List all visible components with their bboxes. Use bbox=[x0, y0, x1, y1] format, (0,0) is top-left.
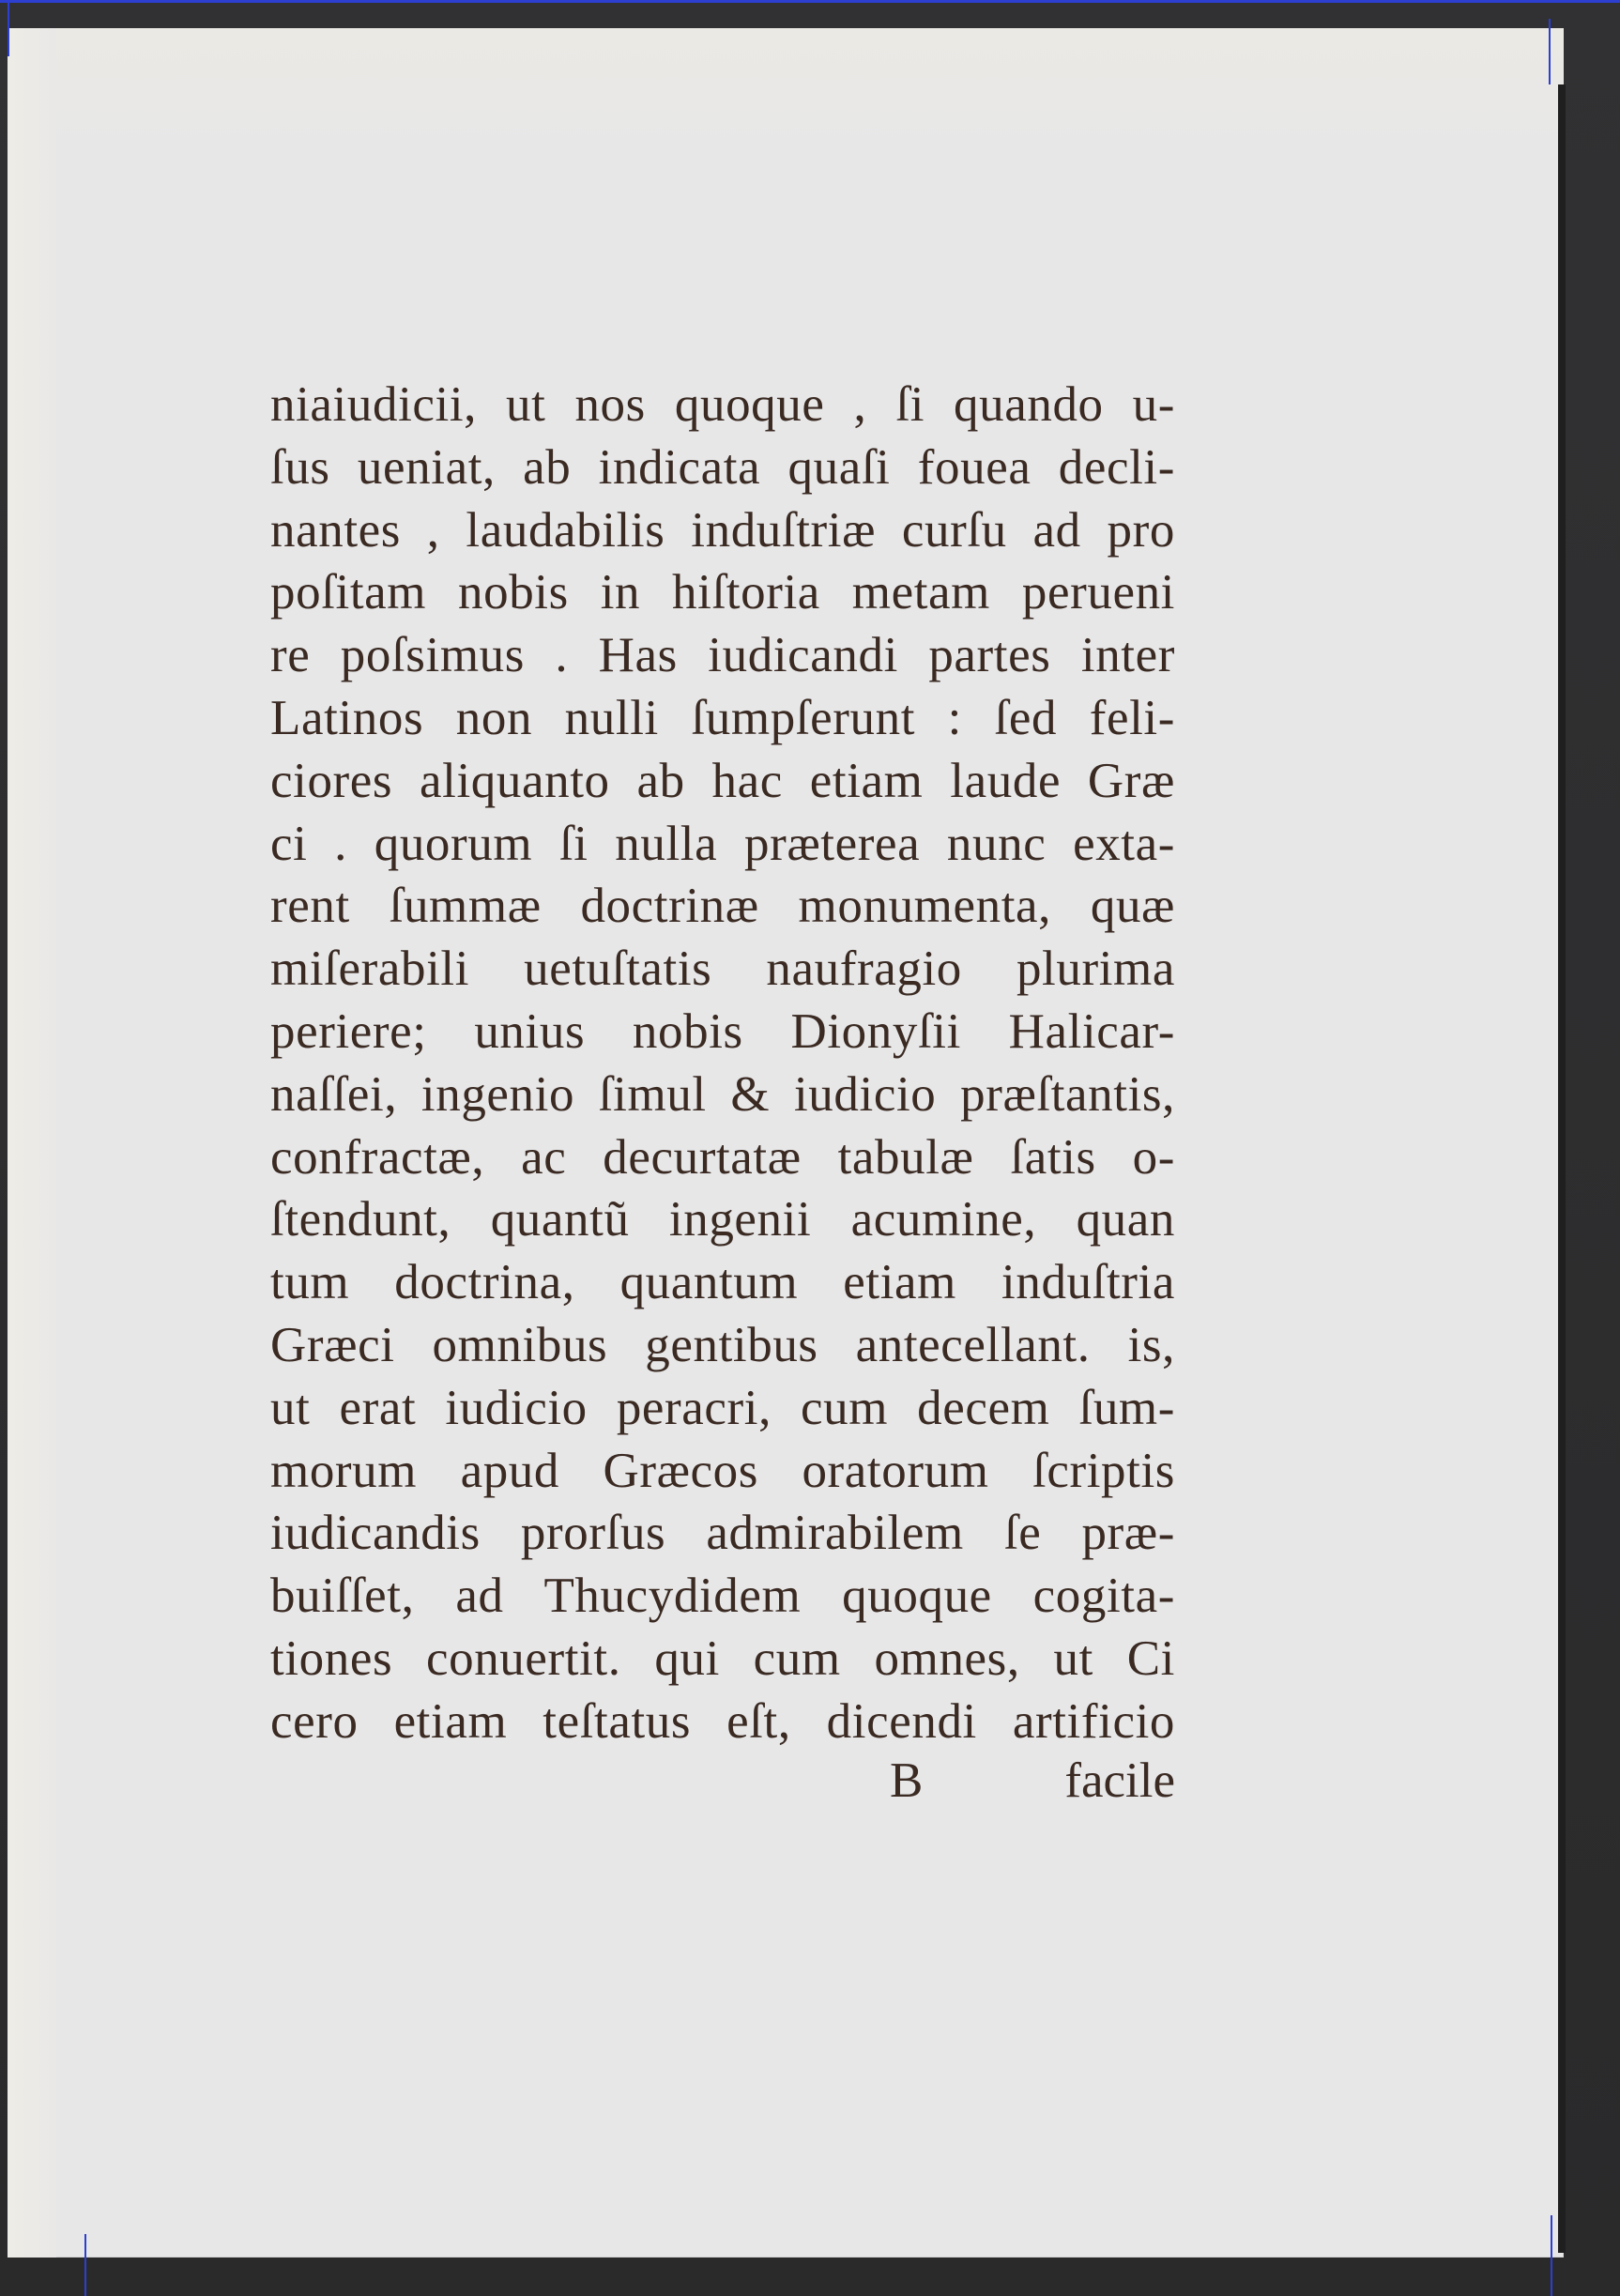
text-line: nantes , laudabilis induſtriæ curſu ad pro bbox=[270, 502, 1175, 558]
page-footer bbox=[270, 1750, 1175, 1812]
text-line: confractæ, ac decurtatæ tabulæ ſatis o- bbox=[270, 1129, 1175, 1185]
text-line: naſſei, ingenio ſimul & iudicio præſtantis, bbox=[270, 1066, 1175, 1122]
text-line: buiſſet, ad Thucydidem quoque cogita- bbox=[270, 1569, 1175, 1624]
text-line: Latinos non nulli ſumpſerunt : ſed feli- bbox=[270, 690, 1175, 745]
text-line: cero etiam teſtatus eſt, dicendi artificio bbox=[270, 1693, 1175, 1749]
crop-mark-left bbox=[8, 0, 9, 56]
page-right-edge bbox=[1558, 84, 1566, 2253]
text-line: periere; unius nobis Dionyſii Halicar- bbox=[270, 1003, 1175, 1059]
catchword: facile bbox=[1064, 1753, 1175, 1808]
crop-mark-left-bottom bbox=[84, 2234, 86, 2296]
text-line: miſerabili uetuſtatis naufragio plurima bbox=[270, 941, 1175, 997]
text-line: re poſsimus . Has iudicandi partes inter bbox=[270, 628, 1175, 683]
text-line: iudicandis prorſus admirabilem ſe præ- bbox=[270, 1506, 1175, 1561]
text-line: ſus ueniat, ab indicata quaſi fouea decli- bbox=[270, 439, 1175, 495]
crop-mark-top bbox=[0, 0, 1620, 3]
body-text bbox=[270, 374, 1175, 1753]
text-line: morum apud Græcos oratorum ſcriptis bbox=[270, 1443, 1175, 1498]
text-line: Græci omnibus gentibus antecellant. is, bbox=[270, 1317, 1175, 1372]
text-line: niaiudicii, ut nos quoque , ſi quando u- bbox=[270, 377, 1175, 432]
signature-mark: B bbox=[890, 1753, 924, 1808]
text-line: rent ſummæ doctrinæ monumenta, quæ bbox=[270, 879, 1175, 934]
text-line: poſitam nobis in hiſtoria metam perueni bbox=[270, 565, 1175, 620]
page-top-margin bbox=[8, 28, 1564, 150]
text-line: ſtendunt, quantũ ingenii acumine, quan bbox=[270, 1192, 1175, 1247]
page-gutter bbox=[8, 28, 56, 2258]
text-line: ut erat iudicio peracri, cum decem ſum- bbox=[270, 1380, 1175, 1435]
text-line: tiones conuertit. qui cum omnes, ut Ci bbox=[270, 1630, 1175, 1686]
text-line: ciores aliquanto ab hac etiam laude Græ bbox=[270, 753, 1175, 808]
crop-mark-right-top bbox=[1549, 19, 1551, 84]
text-line: ci . quorum ſi nulla præterea nunc exta- bbox=[270, 816, 1175, 871]
text-line: tum doctrina, quantum etiam induſtria bbox=[270, 1255, 1175, 1310]
crop-mark-right-bottom bbox=[1551, 2215, 1552, 2296]
